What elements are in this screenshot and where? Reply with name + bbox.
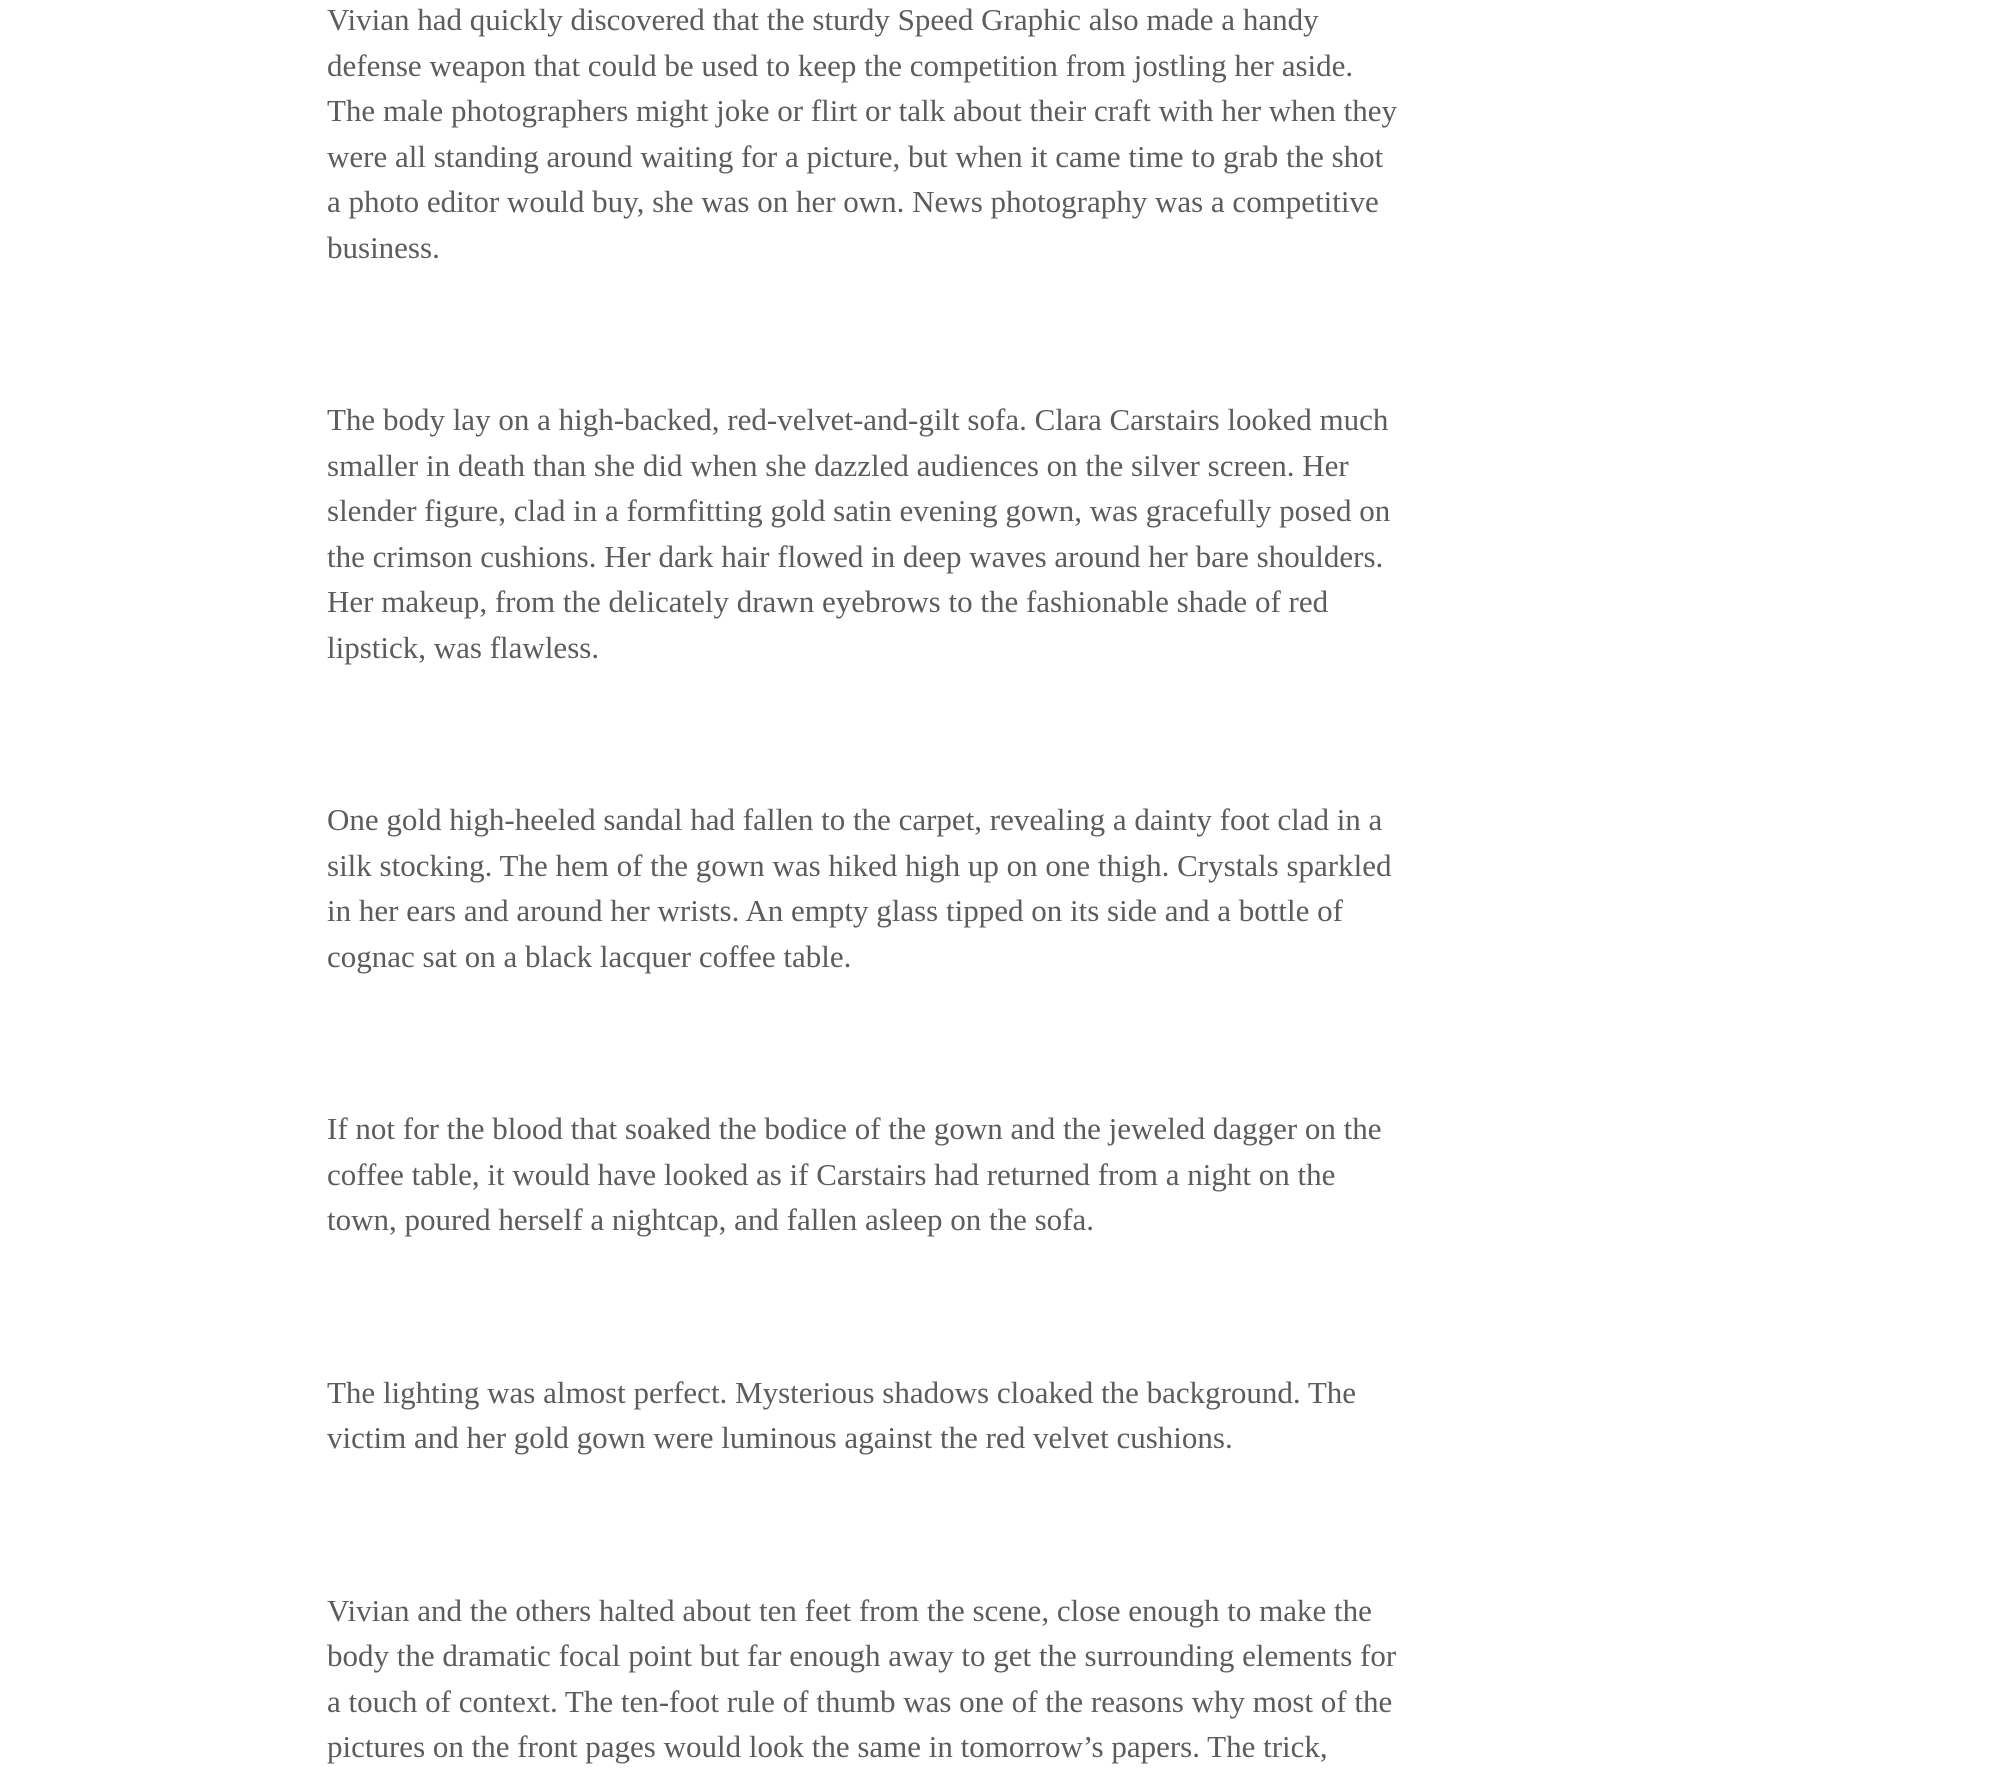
text-line: the crimson cushions. Her dark hair flowed in deep waves around her bare shoulders. [327,538,1384,574]
paragraph [327,397,1391,670]
text-line: The body lay on a high-backed, red-velvet-and-gilt sofa. Clara Carstairs looked much [327,402,1389,437]
text-line: defense weapon that could be used to keep the competition from jostling her aside. [327,47,1354,83]
text-line: cognac sat on a black lacquer coffee table. [327,938,852,974]
paragraph-list [327,0,1398,1770]
text-line: lipstick, was flawless. [327,629,600,665]
text-line: If not for the blood that soaked the bodice of the gown and the jeweled dagger on the [327,1111,1382,1146]
text-line: business. [327,229,440,265]
text-line: in her ears and around her wrists. An empty glass tipped on its side and a bottle of [327,893,1343,928]
text-line: One gold high-heeled sandal had fallen to the carpet, revealing a dainty foot clad in a [327,802,1383,837]
text-line: Vivian and the others halted about ten feet from the scene, close enough to make the [327,1592,1372,1628]
text-line: town, poured herself a nightcap, and fallen asleep on the sofa. [327,1202,1094,1237]
paragraph [327,1106,1387,1243]
text-line: a touch of context. The ten-foot rule of thumb was one of the reasons why most of the [327,1683,1393,1719]
paragraph [327,1370,1387,1461]
text-line: slender figure, clad in a formfitting gold satin evening gown, was gracefully posed on [327,493,1391,528]
text-line: body the dramatic focal point but far enough away to get the surrounding elements for [327,1638,1397,1673]
text-line: Her makeup, from the delicately drawn eyebrows to the fashionable shade of red [327,584,1329,619]
text-line: were all standing around waiting for a picture, but when it came time to grab the shot [327,138,1384,174]
text-line: coffee table, it would have looked as if Carstairs had returned from a night on the [327,1156,1336,1192]
paragraph [327,0,1398,270]
paragraph [327,797,1392,979]
text-line: The male photographers might joke or flirt or talk about their craft with her when they [327,93,1398,128]
text-line: smaller in death than she did when she dazzled audiences on the silver screen. Her [327,447,1349,483]
text-line: a photo editor would buy, she was on her own. News photography was a competitive [327,184,1379,219]
text-line: The lighting was almost perfect. Mysterious shadows cloaked the background. The [327,1374,1357,1410]
text-line: silk stocking. The hem of the gown was hiked high up on one thigh. Crystals sparkled [327,847,1392,883]
text-line: pictures on the front pages would look the same in tomorrow’s papers. The trick, [327,1729,1328,1764]
document-page [327,0,1398,1770]
paragraph [327,1588,1397,1770]
text-line: Vivian had quickly discovered that the sturdy Speed Graphic also made a handy [327,2,1319,37]
text-line: victim and her gold gown were luminous against the red velvet cushions. [327,1420,1233,1455]
